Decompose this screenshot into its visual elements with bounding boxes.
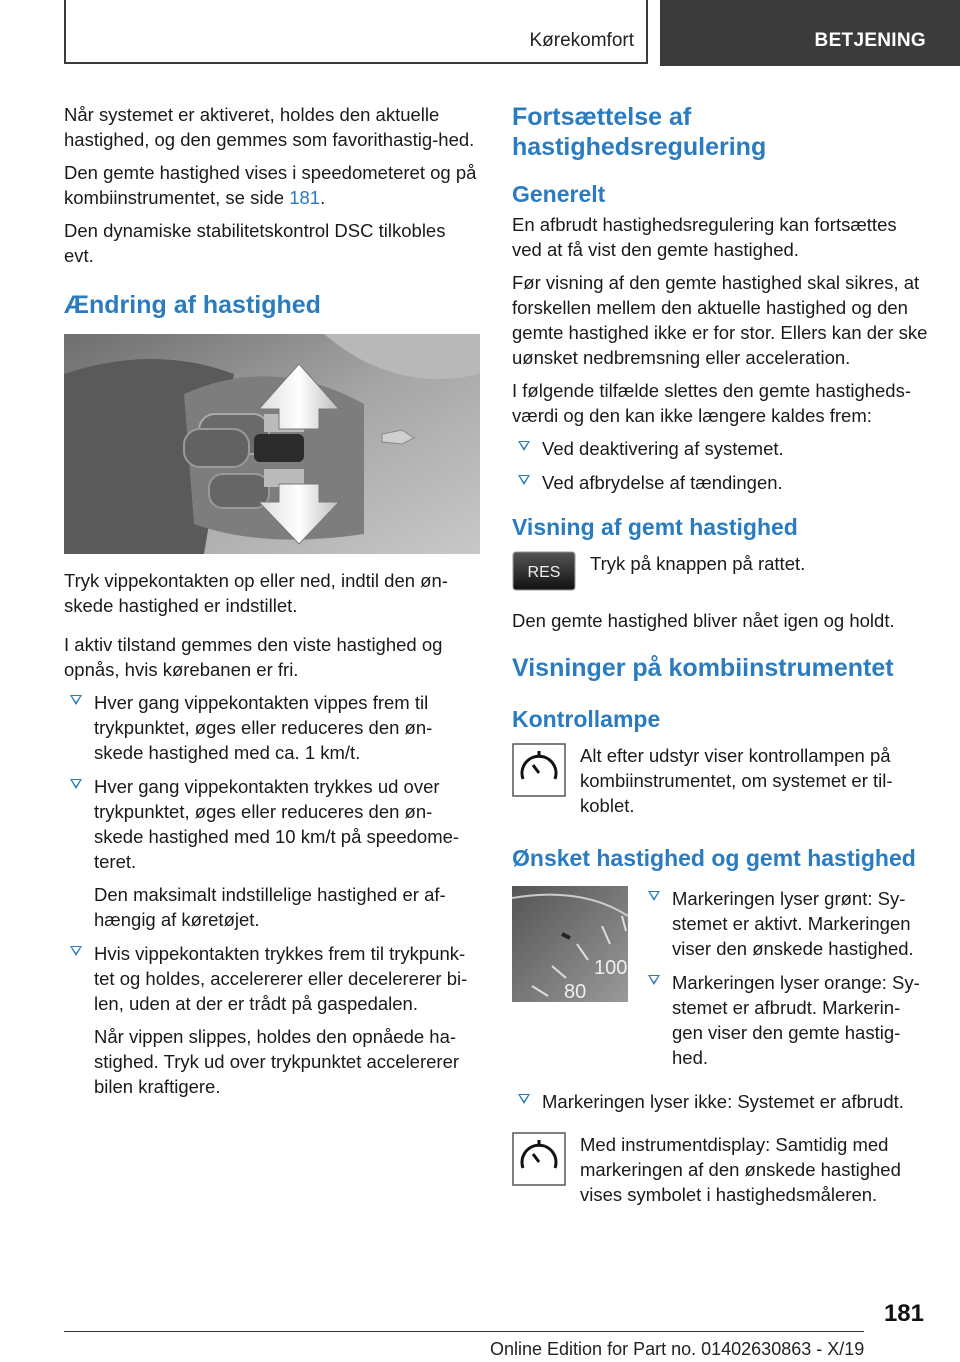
paragraph: En afbrudt hastighedsregulering kan fortsættes ved at få vist den gemte hastighed. <box>512 214 897 260</box>
cruise-control-display-icon <box>512 1132 566 1191</box>
paragraph: Tryk vippekontakten op eller ned, indtil den øn-skede hastighed er indstillet. <box>64 570 448 616</box>
section-heading: Fortsættelse af hastighedsregulering <box>512 103 767 161</box>
left-column <box>64 102 480 1108</box>
header-section-tab <box>660 0 960 66</box>
list-item <box>64 774 480 932</box>
bullet-triangle-icon <box>518 475 530 485</box>
list-item <box>642 970 930 1070</box>
header-title: Kørekomfort <box>529 30 634 51</box>
display-row <box>512 1132 930 1207</box>
res-label: RES <box>527 564 561 581</box>
paragraph: Når systemet er aktiveret, holdes den aktuelle hastighed, og den gemmes som favorithastig-hed. <box>64 104 475 150</box>
bullet-triangle-icon <box>648 975 660 985</box>
list-item-text: Markeringen lyser grønt: Sy-stemet er aktivt. Markeringen viser den ønskede hastighed. <box>672 888 914 959</box>
list-item-text: Ved deaktivering af systemet. <box>542 438 784 459</box>
paragraph: I følgende tilfælde slettes den gemte hastigheds-værdi og den kan ikke længere kaldes frem: <box>512 380 912 426</box>
list-item <box>512 470 930 495</box>
lamp-row <box>512 743 930 818</box>
list-item-text: Hver gang vippekontakten trykkes ud over trykpunktet, øges eller reduceres den øn-skede hastighed med 10 km/t på speedome-teret. <box>94 776 460 872</box>
paragraph: Alt efter udstyr viser kontrollampen på kombiinstrumentet, om systemet er til-koblet. <box>580 745 893 816</box>
list-item <box>512 1089 930 1114</box>
list-item <box>512 436 930 461</box>
list-item-text: Markeringen lyser orange: Sy-stemet er afbrudt. Markerin-gen viser den gemte hastig-hed. <box>672 972 920 1068</box>
res-button-icon <box>512 551 576 596</box>
footer-divider <box>64 1331 864 1332</box>
bullet-triangle-icon <box>518 441 530 451</box>
gauge-label-80: 80 <box>564 981 587 1002</box>
gauge-row <box>512 886 930 1079</box>
right-column <box>512 102 930 1217</box>
list-item <box>64 941 480 1099</box>
bullet-triangle-icon <box>70 779 82 789</box>
list-item-text: Hver gang vippekontakten vippes frem til trykpunktet, øges eller reduceres den øn-skede hastighed med ca. 1 km/t. <box>94 692 433 763</box>
subheading: Generelt <box>512 181 606 207</box>
list-item <box>642 886 930 961</box>
list-item-text: Ved afbrydelse af tændingen. <box>542 472 783 493</box>
cruise-control-lamp-icon <box>512 743 566 802</box>
list-item-text: Markeringen lyser ikke: Systemet er afbrudt. <box>542 1091 904 1112</box>
footer-edition: Online Edition for Part no. 01402630863 - X/19 <box>490 1339 865 1359</box>
subheading: Ønsket hastighed og gemt hastighed <box>512 845 916 871</box>
list-item-text: Hvis vippekontakten trykkes frem til trykpunk-tet og holdes, accelererer eller decelererer bi-len, uden at der er trådt på gaspedalen. <box>94 943 468 1014</box>
bullet-triangle-icon <box>70 695 82 705</box>
paragraph: Før visning af den gemte hastighed skal sikres, at forskellen mellem den aktuelle hastighed og den gemte hastighed ikke er for stor. Ellers kan der ske uønsket nedbremsning eller acceleration. <box>512 272 928 368</box>
header-title-box <box>64 0 648 64</box>
paragraph: Den dynamiske stabilitetskontrol DSC tilkobles evt. <box>64 220 446 266</box>
speedometer-image <box>512 886 628 1007</box>
page-number: 181 <box>883 1300 924 1327</box>
paragraph: Med instrumentdisplay: Samtidig med markeringen af den ønskede hastighed vises symbolet i hastighedsmåleren. <box>580 1134 901 1205</box>
paragraph: Den gemte hastighed bliver nået igen og holdt. <box>512 610 895 631</box>
list-item <box>64 690 480 765</box>
section-heading: Visninger på kombiinstrumentet <box>512 654 894 682</box>
deletion-cases-list <box>512 436 930 495</box>
paragraph: Tryk på knappen på rattet. <box>590 553 806 574</box>
text: . <box>320 187 326 208</box>
bullet-triangle-icon <box>648 891 660 901</box>
subheading: Kontrollampe <box>512 706 661 732</box>
bullet-triangle-icon <box>70 946 82 956</box>
steering-wheel-photo <box>64 334 480 554</box>
gauge-label-100: 100 <box>594 957 628 979</box>
page-link[interactable]: 181 <box>289 187 321 208</box>
paragraph <box>64 160 480 210</box>
status-off-list <box>512 1089 930 1114</box>
subheading: Visning af gemt hastighed <box>512 514 798 540</box>
text: Den gemte hastighed vises i speedometeret og på kombiinstrumentet, se side <box>64 162 477 208</box>
list-item-note: Den maksimalt indstillelige hastighed er af-hængig af køretøjet. <box>94 884 446 930</box>
header-section: BETJENING <box>814 30 926 51</box>
paragraph: I aktiv tilstand gemmes den viste hastighed og opnås, hvis kørebanen er fri. <box>64 634 443 680</box>
gauge-list <box>642 886 930 1079</box>
res-row <box>512 551 930 596</box>
section-heading: Ændring af hastighed <box>64 291 321 319</box>
speed-adjust-list <box>64 690 480 1099</box>
list-item-note: Når vippen slippes, holdes den opnåede ha-stighed. Tryk ud over trykpunktet accelererer bilen kraftigere. <box>94 1026 460 1097</box>
bullet-triangle-icon <box>518 1094 530 1104</box>
